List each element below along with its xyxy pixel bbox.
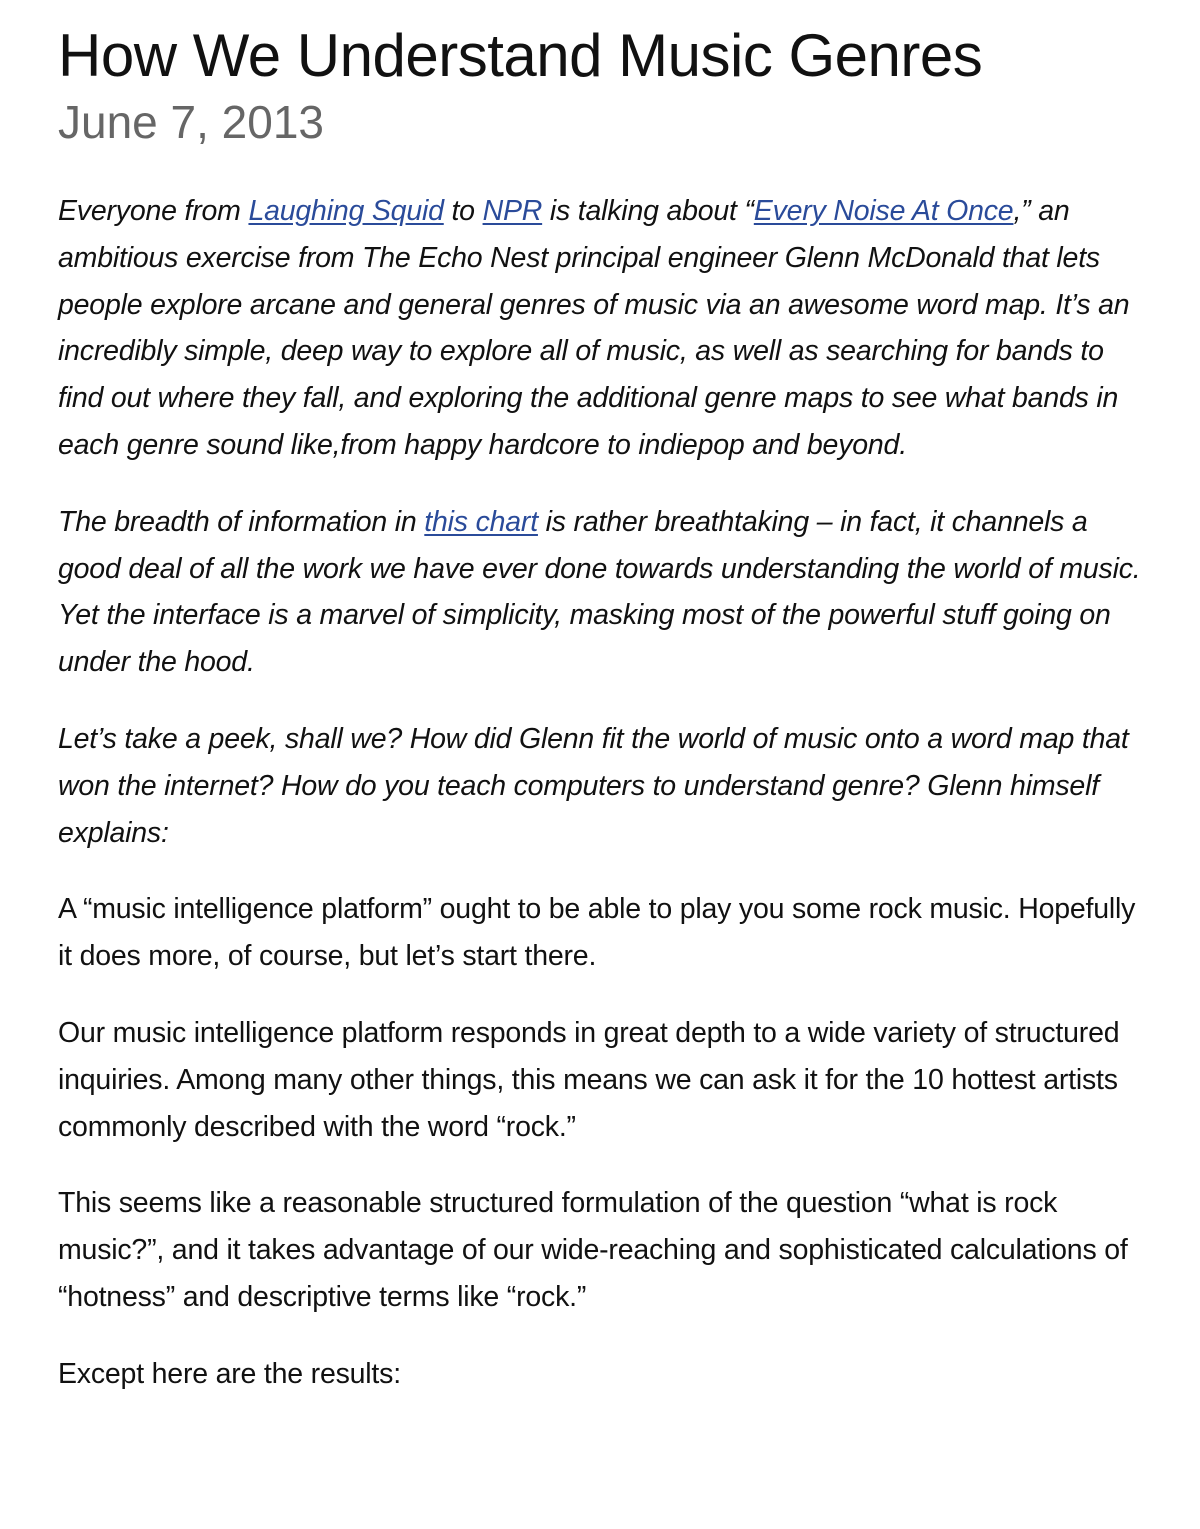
post-date: June 7, 2013: [58, 96, 325, 148]
page-title: How We Understand Music Genres: [58, 22, 983, 89]
peek-paragraph: Let’s take a peek, shall we? How did Glenn fit the world of music onto a word map that won the internet? How do you teach computers to understand genre? Glenn himself explains:: [58, 722, 1129, 849]
inquiries-paragraph: Our music intelligence platform responds in great depth to a wide variety of structured inquiries. Among many other things, this means we can ask it for the 10 hottest artists commonly described with the word “rock.”: [58, 1016, 1120, 1143]
text-segment: is rather breathtaking – in fact, it channels a good deal of all the work we have ever done towards understanding the world of music. Yet the interface is a marvel of simplicity, masking most of the powerful stuff going on under the hood.: [58, 505, 1141, 679]
text-segment: Everyone from: [58, 195, 249, 227]
intro-paragraph: [58, 188, 1142, 469]
npr-link[interactable]: NPR: [482, 195, 543, 227]
text-segment: ,” an ambitious exercise from The Echo Nest principal engineer Glenn McDonald that lets people explore arcane and general genres of music via an awesome word map. It’s an incredibly simple, deep way to explore all of music, as well as searching for bands to find out where they fall, and exploring the additional genre maps to see what bands in each genre sound like,from happy hardcore to indiepop and beyond.: [58, 195, 1130, 461]
results-paragraph: Except here are the results:: [58, 1357, 401, 1390]
this-chart-link[interactable]: this chart: [424, 505, 538, 538]
platform-paragraph: A “music intelligence platform” ought to be able to play you some rock music. Hopefully it does more, of course, but let’s start there.: [58, 893, 1136, 973]
text-segment: to: [443, 195, 483, 227]
formulation-paragraph: This seems like a reasonable structured formulation of the question “what is rock music?”, and it takes advantage of our wide-reaching and sophisticated calculations of “hotness” and descriptive terms like “rock.”: [58, 1187, 1128, 1313]
every-noise-at-once-link[interactable]: Every Noise At Once: [753, 195, 1014, 227]
text-segment: is talking about “: [542, 195, 754, 227]
laughing-squid-link[interactable]: Laughing Squid: [248, 195, 444, 227]
text-segment: The breadth of information in: [58, 505, 425, 538]
breadth-paragraph: [58, 499, 1142, 686]
